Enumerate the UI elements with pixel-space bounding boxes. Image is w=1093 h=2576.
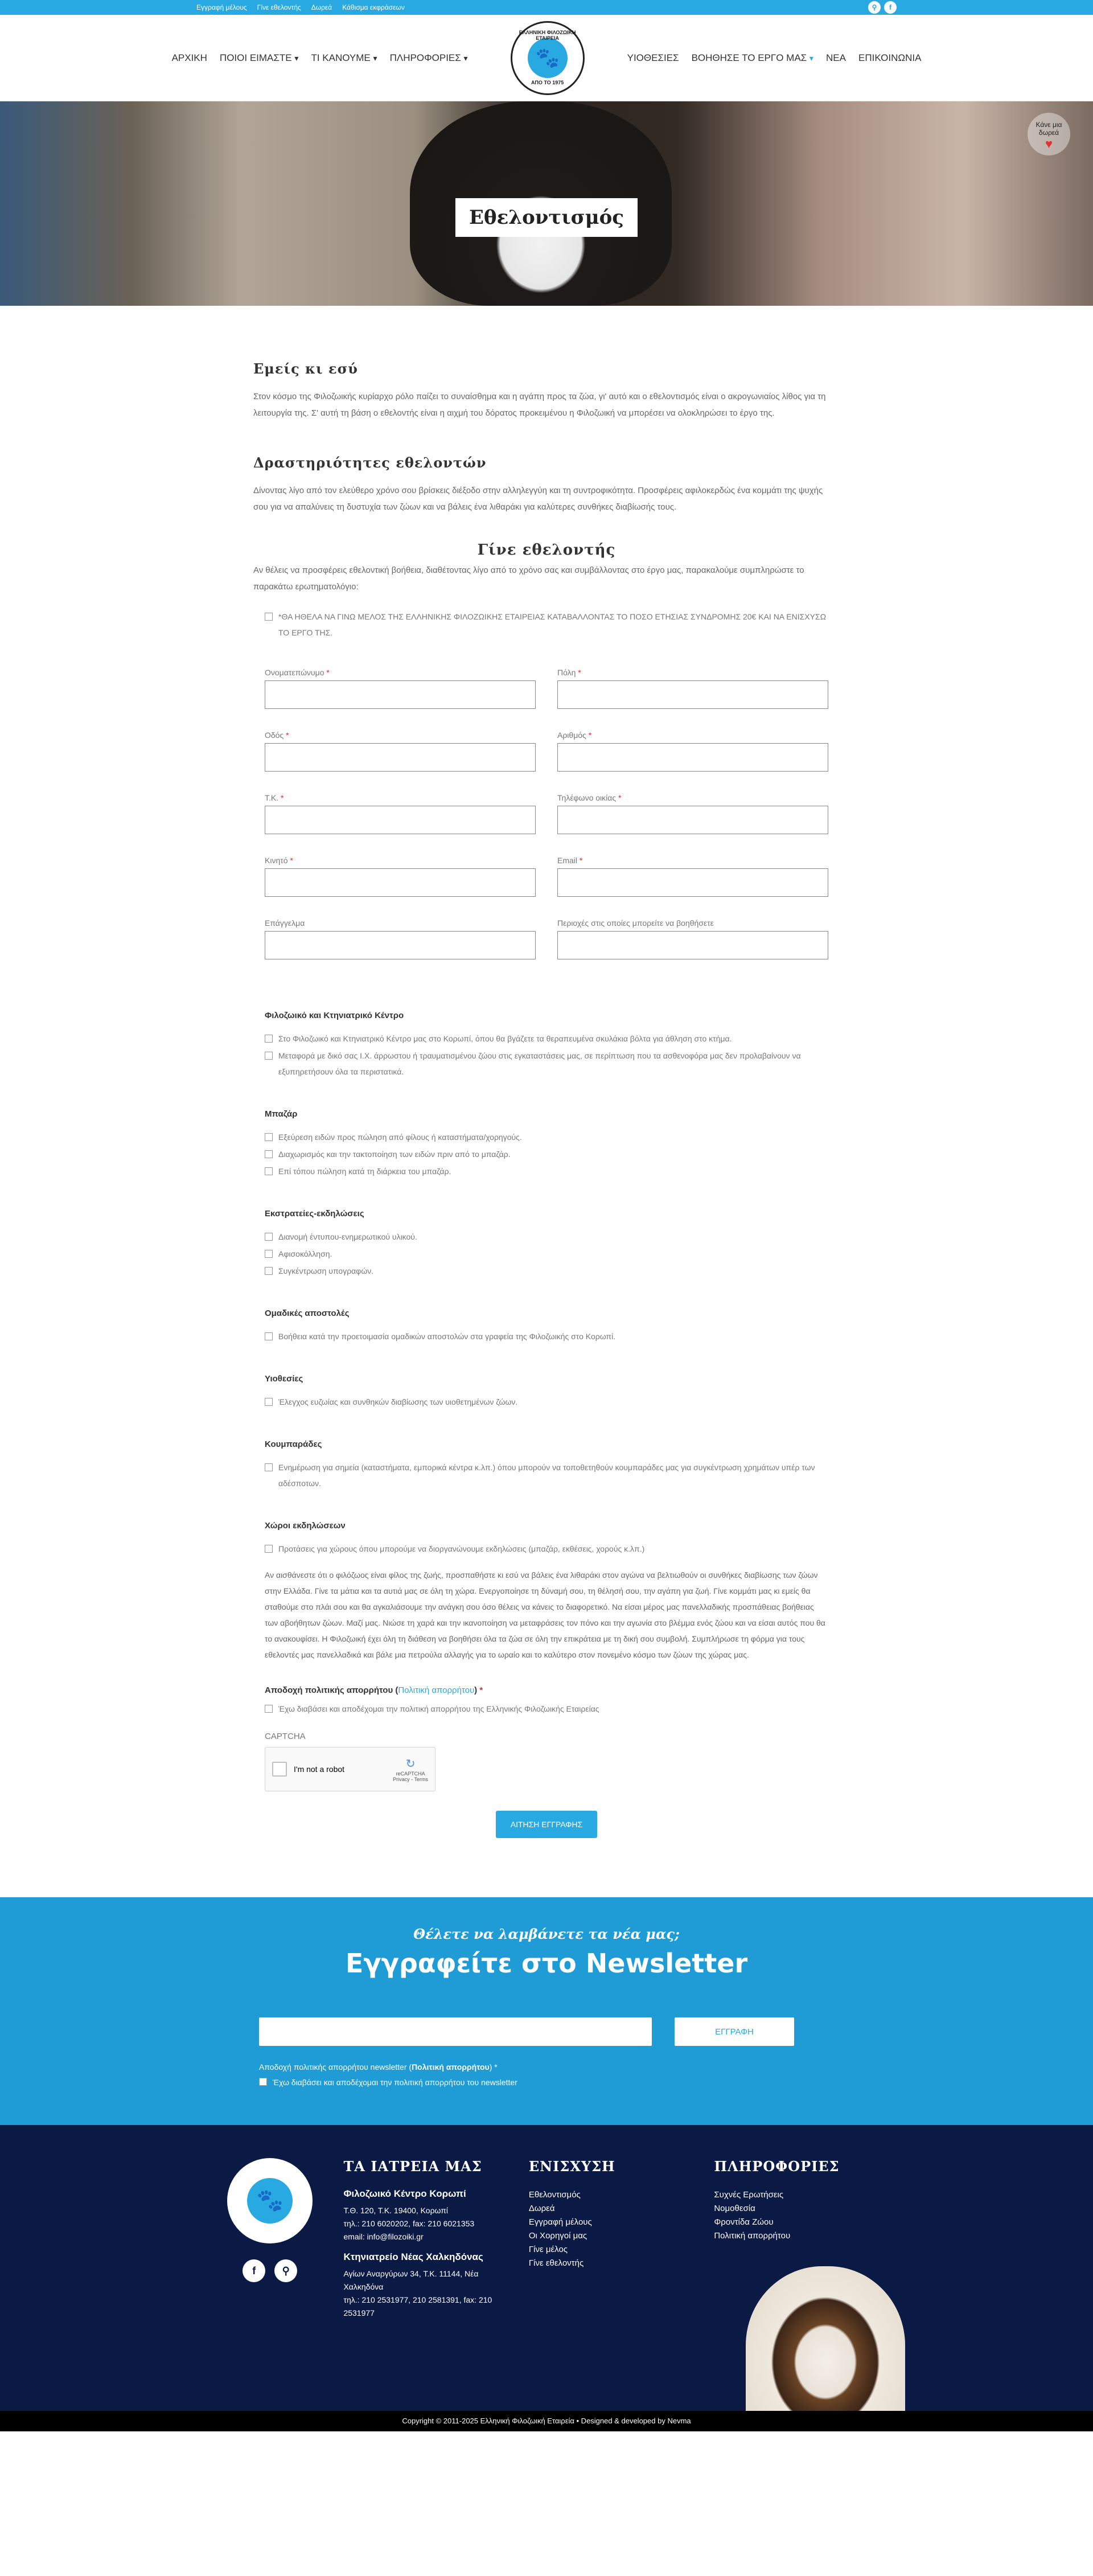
group-title: Φιλοζωικό και Κτηνιατρικό Κέντρο xyxy=(265,1011,404,1020)
option-row[interactable] xyxy=(265,1163,828,1179)
clinic-address: Αγίων Αναργύρων 34, Τ.Κ. 11144, Νέα Χαλκηδόνα xyxy=(343,2269,479,2291)
section-text: Αν θέλεις να προσφέρεις εθελοντική βοήθεια, διαθέτοντας λίγο από το χρόνο σας και συμβάλλοντας στο έργο μας, παρακαλούμε συμπληρώστε το παρακάτω ερωτηματολόγιο: xyxy=(253,565,804,592)
street-input[interactable] xyxy=(265,743,536,772)
top-icons xyxy=(868,1,897,14)
city-input[interactable] xyxy=(557,680,828,709)
field-label xyxy=(265,668,536,677)
field-label xyxy=(265,731,536,740)
field-label xyxy=(265,793,536,802)
policy-title: Αποδοχή πολιτικής απορρήτου (Πολιτική απορρήτου) * xyxy=(265,1685,483,1695)
field-fullname xyxy=(265,668,536,709)
page-title: Εθελοντισμός xyxy=(455,198,638,237)
checkbox[interactable] xyxy=(265,1398,273,1406)
top-link[interactable]: Δωρεά xyxy=(311,3,332,11)
areas-input[interactable] xyxy=(557,931,828,959)
label-text: Επάγγελμα xyxy=(265,918,305,928)
option-row[interactable] xyxy=(265,1146,828,1162)
captcha-label: CAPTCHA xyxy=(265,1732,306,1741)
closing-text: Αν αισθάνεστε ότι ο φιλόζωος είναι φίλος της ζωής, προσπαθήστε κι εσύ να βάλεις ένα λιθαράκι στον αγώνα να βελτιωθούν οι συνθήκες διαβίωσης των ζώων στην Ελλάδα. Γίνε τα μάτια και τα αυτιά μας σε όλη τη χώρα. Ενεργοποίησε τη δύναμή σου, τη θέλησή σου, την αγάπη για ζωή. Γίνε κομμάτι μας κι εμείς θα σταθούμε στο πλάι σου και θα αγκαλιάσουμε την ανάγκη σου όσο θέλεις να κάνεις το διαφορετικό. Να είσαι μέρος μας πανελλαδικής προσπάθειας βοήθειας των αβοήθητων ζώων. Μαζί μας. Νιώσε τη χαρά και την ικανοποίηση να μεταφράσεις τον πόνο και την αγωνία στο βλέμμα ενός ζώου και να είσαι αυτός που θα το ανακουφίσει. Η Φιλοζωική έχει όλη τη διάθεση να βοηθήσει όλα τα ζώα σε όλη την επικράτεια με τη δική σου συμβολή. Συμπλήρωσε τη φόρμα για τους εθελοντές μας πανελλαδικά και βάλε μια πετρούλα αλλαγής για το ωραίο και το καλύτερο στον πονεμένο κόσμο των ζώων της χώρας μας. xyxy=(265,1570,825,1659)
top-links xyxy=(196,3,405,11)
footer-link[interactable]: Φροντίδα Ζώου xyxy=(714,2217,774,2227)
label-text: Ονοματεπώνυμο xyxy=(265,668,324,677)
option-row[interactable] xyxy=(265,1263,828,1279)
nav-label: ΒΟΗΘΗΣΕ ΤΟ ΕΡΓΟ ΜΑΣ xyxy=(691,52,807,63)
option-row[interactable] xyxy=(265,1541,828,1557)
footer-link[interactable]: Γίνε εθελοντής xyxy=(528,2258,584,2268)
footer-dog-image xyxy=(746,2266,905,2431)
section-title: Γίνε εθελοντής xyxy=(477,542,616,559)
newsletter-policy-label: Αποδοχή πολιτικής απορρήτου newsletter (Πολιτική απορρήτου) * xyxy=(259,2062,498,2072)
checkbox-label: Βοήθεια κατά την προετοιμασία ομαδικών αποστολών στα γραφεία της Φιλοζωικής στο Κορωπί. xyxy=(278,1332,616,1341)
group-title: Χώροι εκδηλώσεων xyxy=(265,1521,346,1531)
nav-item-adoptions[interactable]: ΥΙΟΘΕΣΙΕΣ xyxy=(627,52,679,63)
group-title: Κουμπαράδες xyxy=(265,1439,322,1449)
recaptcha-checkbox[interactable] xyxy=(272,1762,287,1777)
profession-input[interactable] xyxy=(265,931,536,959)
site-header xyxy=(0,15,1093,101)
label-text: Τ.Κ. xyxy=(265,793,279,802)
required-mark: * xyxy=(578,668,581,677)
clinic-phone: τηλ.: 210 6020202, fax: 210 6021353 xyxy=(343,2219,475,2228)
checkbox[interactable] xyxy=(265,1332,273,1340)
newsletter-policy xyxy=(259,2060,834,2090)
footer-link[interactable]: Εγγραφή μέλους xyxy=(528,2217,592,2227)
facebook-icon[interactable]: f xyxy=(243,2259,265,2282)
policy-link[interactable]: Πολιτική απορρήτου xyxy=(412,2062,490,2072)
field-profession xyxy=(265,918,536,959)
footer-heading: ΠΛΗΡΟΦΟΡΙΕΣ xyxy=(714,2158,840,2175)
footer-link[interactable]: Οι Χορηγοί μας xyxy=(528,2231,587,2241)
nav-item-about[interactable] xyxy=(220,52,299,64)
checkbox-label: Ενημέρωση για σημεία (καταστήματα, εμπορικά κέντρα κ.λπ.) όπου μπορούν να τοποθετηθούν κουμπαράδες μας για συγκέντρωση χρημάτων υπέρ των αδέσποτων. xyxy=(278,1463,815,1488)
required-mark: * xyxy=(290,856,293,865)
submit-button[interactable]: ΑΙΤΗΣΗ ΕΓΓΡΑΦΗΣ xyxy=(496,1811,597,1838)
site-footer xyxy=(0,2125,1093,2431)
checkbox-label: Επί τόπου πώληση κατά τη διάρκεια του μπαζάρ. xyxy=(278,1167,451,1176)
label-text: Email xyxy=(557,856,578,865)
group-title: Ομαδικές αποστολές xyxy=(265,1308,350,1318)
option-row[interactable] xyxy=(265,1459,828,1491)
checkbox[interactable] xyxy=(265,1463,273,1471)
footer-link[interactable]: Συχνές Ερωτήσεις xyxy=(714,2190,784,2200)
recaptcha-logo xyxy=(393,1757,428,1782)
main-content xyxy=(253,306,840,1838)
top-bar xyxy=(0,0,1093,15)
nav-item-news[interactable]: ΝΕΑ xyxy=(826,52,846,63)
field-postcode xyxy=(265,793,536,834)
footer-link[interactable]: Εθελοντισμός xyxy=(528,2190,581,2200)
form-fields xyxy=(265,668,828,959)
nav-item-help[interactable] xyxy=(692,52,813,64)
group-bazaar xyxy=(265,1109,828,1179)
logo-text-bottom: ΑΠΟ ΤΟ 1975 xyxy=(531,79,564,85)
number-input[interactable] xyxy=(557,743,828,772)
chevron-down-icon: ▾ xyxy=(463,54,468,63)
section-title: Δραστηριότητες εθελοντών xyxy=(253,454,487,471)
paw-icon: 🐾 xyxy=(247,2178,293,2224)
group-campaigns xyxy=(265,1209,828,1279)
required-mark: * xyxy=(618,793,622,802)
checkbox[interactable] xyxy=(265,1052,273,1060)
checkbox-label: Εξεύρεση ειδών προς πώληση από φίλους ή καταστήματα/χορηγούς. xyxy=(278,1133,522,1142)
postcode-input[interactable] xyxy=(265,806,536,834)
recaptcha-brand: reCAPTCHA xyxy=(396,1770,425,1777)
field-label xyxy=(265,918,536,928)
section-title: Εμείς κι εσύ xyxy=(253,360,358,377)
group-center xyxy=(265,1011,828,1080)
section-activities xyxy=(253,454,840,515)
section-we-and-you xyxy=(253,360,840,421)
option-row[interactable] xyxy=(265,1229,828,1245)
recaptcha-sub: Privacy - Terms xyxy=(393,1776,428,1782)
email-input[interactable] xyxy=(557,868,828,897)
membership-option[interactable] xyxy=(265,609,828,641)
field-label xyxy=(265,856,536,865)
checkbox[interactable] xyxy=(265,1705,273,1713)
option-row[interactable] xyxy=(265,1031,828,1047)
newsletter-section xyxy=(0,1897,1093,2125)
group-venues xyxy=(265,1521,828,1557)
checkbox[interactable] xyxy=(259,2078,267,2086)
label-text: Πόλη xyxy=(557,668,576,677)
checkbox-label: Έλεγχος ευζωίας και συνθηκών διαβίωσης των υιοθετημένων ζώων. xyxy=(278,1397,518,1406)
option-row[interactable] xyxy=(265,1246,828,1262)
copyright: Copyright © 2011-2025 Ελληνική Φιλοζωική Εταιρεία • Designed & developed by Nevma xyxy=(0,2411,1093,2431)
chevron-down-icon: ▾ xyxy=(809,54,814,63)
nav-label: ΠΟΙΟΙ ΕΙΜΑΣΤΕ xyxy=(219,52,292,63)
policy-title-text: Αποδοχή πολιτικής απορρήτου xyxy=(265,1685,393,1695)
required-mark: * xyxy=(326,668,330,677)
search-icon[interactable]: ⚲ xyxy=(274,2259,297,2282)
option-row[interactable] xyxy=(265,1129,828,1145)
chevron-down-icon: ▾ xyxy=(373,54,377,63)
field-label xyxy=(557,793,828,802)
volunteer-form xyxy=(253,609,840,1838)
newsletter-form xyxy=(259,2017,834,2046)
clinic-email[interactable]: email: info@filozoiki.gr xyxy=(343,2232,424,2241)
checkbox[interactable] xyxy=(265,1035,273,1043)
clinic-phone: τηλ.: 210 2531977, 210 2581391, fax: 210 2531977 xyxy=(343,2295,492,2317)
footer-link[interactable]: Δωρεά xyxy=(528,2204,555,2213)
checkbox-label: *ΘΑ ΗΘΕΛΑ ΝΑ ΓΙΝΩ ΜΕΛΟΣ ΤΗΣ ΕΛΛΗΝΙΚΗΣ ΦΙΛΟΖΩΙΚΗΣ ΕΤΑΙΡΕΙΑΣ ΚΑΤΑΒΑΛΛΟΝΤΑΣ ΤΟ ΠΟΣΟ ΕΤΗΣΙΑΣ ΣΥΝΔΡΟΜΗΣ 20€ ΚΑΙ ΝΑ ΕΝΙΣΧΥΣΩ ΤΟ ΕΡΓΟ ΤΗΣ. xyxy=(278,612,827,637)
label-text: Αριθμός xyxy=(557,731,586,740)
footer-brand xyxy=(196,2158,343,2320)
field-mobile xyxy=(265,856,536,897)
top-link[interactable]: Εγγραφή μέλους xyxy=(196,3,247,11)
logo-text-top: ΕΛΛΗΝΙΚΗ ΦΙΛΟΖΩΙΚΗ ΕΤΑΙΡΕΙΑ xyxy=(519,29,576,41)
footer-icons xyxy=(243,2259,297,2282)
submit-wrap xyxy=(265,1811,828,1838)
checkbox-label: Έχω διαβάσει και αποδέχομαι την πολιτική απορρήτου του newsletter xyxy=(273,2078,517,2087)
clinic-address: Τ.Θ. 120, Τ.Κ. 19400, Κορωπί xyxy=(343,2206,449,2215)
search-icon[interactable]: ⚲ xyxy=(868,1,881,14)
nav-item-info[interactable] xyxy=(390,52,468,64)
checkbox-label: Συγκέντρωση υπογραφών. xyxy=(278,1266,374,1275)
required-mark: * xyxy=(588,731,592,740)
checkbox-label: Προτάσεις για χώρους όπου μπορούμε να διοργανώνουμε εκδηλώσεις (μπαζάρ, εκθέσεις, χορούς κ.λπ.) xyxy=(278,1544,645,1553)
policy-link[interactable]: Πολιτική απορρήτου xyxy=(398,1685,475,1695)
top-link[interactable]: Γίνε εθελοντής xyxy=(257,3,301,11)
field-areas xyxy=(557,918,828,959)
newsletter-title: Εγγραφείτε στο Newsletter xyxy=(345,1948,748,1979)
field-email xyxy=(557,856,828,897)
nav-item-contact[interactable]: ΕΠΙΚΟΙΝΩΝΙΑ xyxy=(858,52,922,63)
option-row[interactable] xyxy=(265,1394,828,1410)
group-title: Μπαζάρ xyxy=(265,1109,298,1119)
main-nav-left xyxy=(172,52,468,64)
field-street xyxy=(265,731,536,772)
option-row[interactable] xyxy=(265,1328,828,1344)
checkbox[interactable] xyxy=(265,1250,273,1258)
facebook-icon[interactable]: f xyxy=(884,1,897,14)
clinic-name: Φιλοζωικό Κέντρο Κορωπί xyxy=(343,2188,466,2199)
section-text: Στον κόσμο της Φιλοζωικής κυρίαρχο ρόλο παίζει το συναίσθημα και η αγάπη προς τα ζώα, γι' αυτό και ο εθελοντισμός είναι ο ακρογωνιαίος λίθος για τη λειτουργία της. Σ' αυτή τη βάση ο εθελοντής είναι η αιχμή του δόρατος προκειμένου η Φιλοζωική να μπορέσει να ολοκληρώσει το έργο της. xyxy=(253,392,826,418)
checkbox-label: Μεταφορά με δικό σας Ι.Χ. άρρωστου ή τραυματισμένου ζώου στις εγκαταστάσεις μας, σε περίπτωση που τα ασθενοφόρα μας δεν προλαβαίνουν να εξυπηρετήσουν όλα τα περιστατικά. xyxy=(278,1051,801,1076)
checkbox[interactable] xyxy=(265,1267,273,1275)
section-text: Δίνοντας λίγο από τον ελεύθερο χρόνο σου βρίσκεις διέξοδο στην αλληλεγγύη και τη συντροφικότητα. Προσφέρεις αφιλοκερδώς ένα κομμάτι της ψυχής σου για να απαλύνεις τη δυστυχία των ζώων και να βάλεις ένα λιθαράκι για καλύτερες συνθήκες διαβίωσής τους. xyxy=(253,486,823,512)
checkbox[interactable] xyxy=(265,613,273,621)
checkbox[interactable] xyxy=(265,1545,273,1553)
field-city xyxy=(557,668,828,709)
checkbox-label: Αφισοκόλληση. xyxy=(278,1249,332,1258)
footer-logo[interactable] xyxy=(227,2158,313,2243)
field-label xyxy=(557,668,828,677)
checkbox[interactable] xyxy=(265,1233,273,1241)
newsletter-submit-button[interactable]: ΕΓΓΡΑΦΗ xyxy=(675,2017,794,2046)
nav-label: ΠΛΗΡΟΦΟΡΙΕΣ xyxy=(389,52,461,63)
group-shipments xyxy=(265,1308,828,1344)
policy-text: Αποδοχή πολιτικής απορρήτου newsletter xyxy=(259,2062,407,2072)
group-adoptions xyxy=(265,1374,828,1410)
footer-link[interactable]: Πολιτική απορρήτου xyxy=(714,2231,791,2241)
checkbox-label: Διανομή έντυπου-ενημερωτικού υλικού. xyxy=(278,1232,417,1241)
heart-icon: ♥ xyxy=(1045,137,1053,151)
group-piggybanks xyxy=(265,1439,828,1491)
footer-heading: ΕΝΙΣΧΥΣΗ xyxy=(528,2158,615,2175)
donate-label: Κάνε μια δωρεά xyxy=(1036,121,1062,137)
mobile-input[interactable] xyxy=(265,868,536,897)
nav-item-home[interactable]: ΑΡΧΙΚΗ xyxy=(171,52,207,63)
required-mark: * xyxy=(479,1685,483,1695)
field-label xyxy=(557,731,828,740)
label-text: Οδός xyxy=(265,731,284,740)
recaptcha-text: I'm not a robot xyxy=(294,1765,345,1774)
newsletter-email-input[interactable] xyxy=(259,2017,652,2046)
group-title: Εκστρατείες-εκδηλώσεις xyxy=(265,1209,364,1219)
phone-input[interactable] xyxy=(557,806,828,834)
site-logo[interactable] xyxy=(511,21,585,95)
group-title: Υιοθεσίες xyxy=(265,1374,303,1384)
required-mark: * xyxy=(286,731,289,740)
footer-link[interactable]: Γίνε μέλος xyxy=(528,2245,568,2254)
recaptcha-icon: ↻ xyxy=(405,1757,416,1770)
chevron-down-icon: ▾ xyxy=(294,54,299,63)
recaptcha-widget xyxy=(265,1747,435,1791)
main-nav-right xyxy=(627,52,922,64)
fullname-input[interactable] xyxy=(265,680,536,709)
checkbox-label: Διαχωρισμός και την τακτοποίηση των ειδών πριν από το μπαζάρ. xyxy=(278,1150,511,1159)
footer-link[interactable]: Νομοθεσία xyxy=(714,2204,755,2213)
field-number xyxy=(557,731,828,772)
nav-label: ΤΙ ΚΑΝΟΥΜΕ xyxy=(311,52,371,63)
field-label xyxy=(557,856,828,865)
label-text: Κινητό xyxy=(265,856,288,865)
hero-banner xyxy=(0,101,1093,306)
checkbox[interactable] xyxy=(265,1133,273,1141)
required-mark: * xyxy=(281,793,284,802)
footer-col-support xyxy=(529,2158,714,2320)
donate-badge[interactable] xyxy=(1028,113,1070,155)
option-row[interactable] xyxy=(265,1048,828,1080)
checkbox-label: Έχω διαβάσει και αποδέχομαι την πολιτική απορρήτου της Ελληνικής Φιλοζωικής Εταιρείας xyxy=(278,1704,599,1713)
checkbox[interactable] xyxy=(265,1167,273,1175)
required-mark: * xyxy=(579,856,583,865)
nav-item-what-we-do[interactable] xyxy=(311,52,377,64)
field-label xyxy=(557,918,828,928)
label-text: Περιοχές στις οποίες μπορείτε να βοηθήσετε xyxy=(557,918,714,928)
label-text: Τηλέφωνο οικίας xyxy=(557,793,617,802)
newsletter-policy-option[interactable] xyxy=(259,2074,834,2090)
checkbox-label: Στο Φιλοζωικό και Κτηνιατρικό Κέντρο μας στο Κορωπί, όπου θα βγάζετε τα θεραπευμένα σκυλάκια βόλτα για άθληση στο κτήμα. xyxy=(278,1034,732,1043)
paw-icon: 🐾 xyxy=(528,38,568,78)
newsletter-subtitle: Θέλετε να λαμβάνετε τα νέα μας; xyxy=(413,1926,680,1942)
top-link[interactable]: Κάθισμα εκφράσεων xyxy=(342,3,405,11)
footer-col-clinics xyxy=(343,2158,528,2320)
checkbox[interactable] xyxy=(265,1150,273,1158)
footer-heading: ΤΑ ΙΑΤΡΕΙΑ ΜΑΣ xyxy=(343,2158,482,2175)
policy-option[interactable] xyxy=(265,1701,828,1717)
field-phone xyxy=(557,793,828,834)
clinic-name: Κτηνιατρείο Νέας Χαλκηδόνας xyxy=(343,2251,483,2262)
section-become-volunteer xyxy=(253,542,840,1838)
